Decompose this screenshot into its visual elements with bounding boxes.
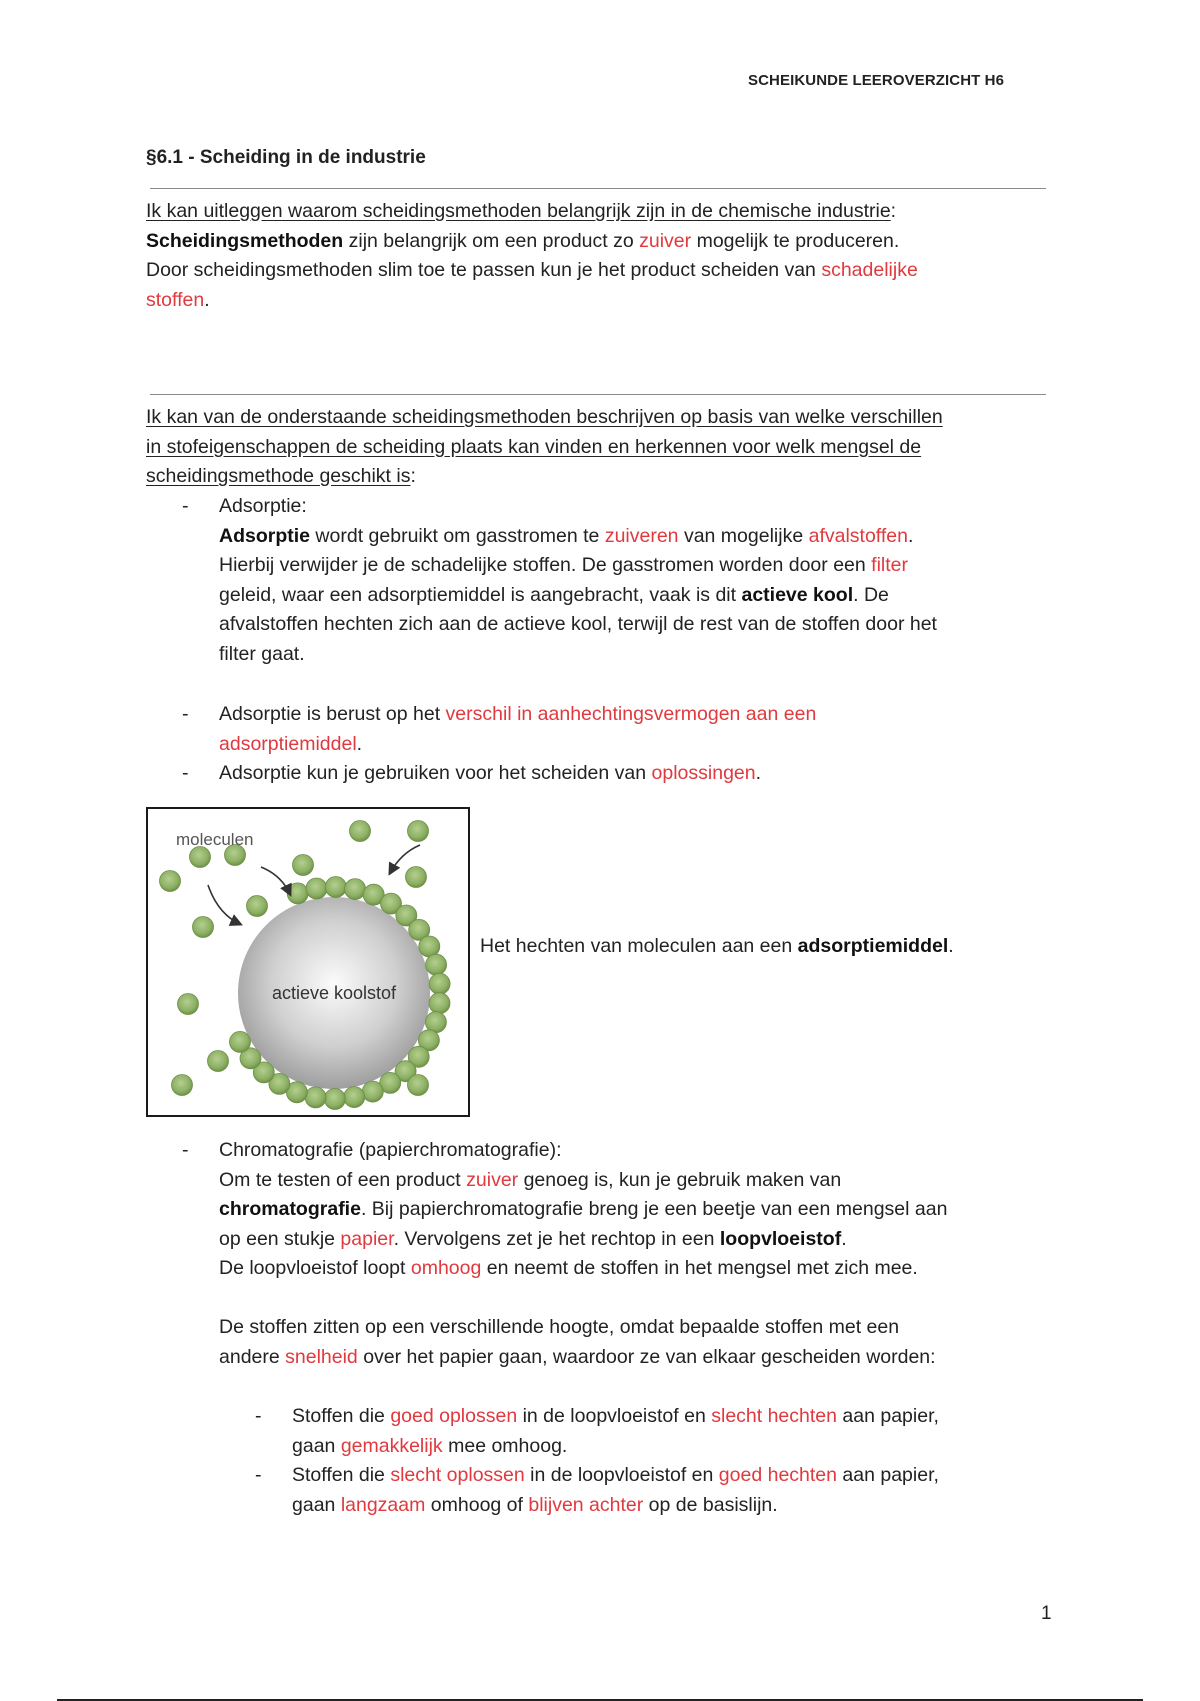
adsorptie-basis-item [219, 700, 1079, 759]
molecule-icon [160, 871, 181, 892]
carbon-label: actieve koolstof [271, 983, 397, 1003]
highlight: zuiver [639, 229, 692, 252]
goal-heading-line: in stofeigenschappen de scheiding plaats kan vinden en herkennen voor welk mengsel de [146, 435, 922, 458]
molecule-icon [429, 973, 450, 994]
document-header: SCHEIKUNDE LEEROVERZICHT H6 [748, 72, 1005, 89]
paragraph: stoffen. [146, 288, 210, 311]
molecule-icon [344, 1087, 365, 1108]
molecule-icon [306, 878, 327, 899]
text-line: Hierbij verwijder je de schadelijke stoffen. De gasstromen worden door een filter [219, 554, 908, 576]
adsorptie-item [219, 492, 1079, 669]
text-line: gaan langzaam omhoog of blijven achter op de basislijn. [292, 1493, 778, 1516]
text-line: Adsorptie kun je gebruiken voor het scheiden van oplossingen. [219, 762, 762, 784]
paragraph: Scheidingsmethoden zijn belangrijk om een product zo zuiver mogelijk te produceren. [146, 229, 900, 252]
highlight: schadelijke [821, 259, 918, 281]
text-line: filter gaat. [219, 642, 305, 665]
goal-heading: Ik kan uitleggen waarom scheidingsmethoden belangrijk zijn in de chemische industrie: [146, 200, 897, 222]
text-line: afvalstoffen hechten zich aan de actieve kool, terwijl de rest van de stoffen door het [219, 613, 937, 635]
molecule-icon [362, 1081, 383, 1102]
diagram-caption: Het hechten van moleculen aan een adsorptiemiddel. [480, 935, 954, 957]
molecule-icon [293, 855, 314, 876]
text-line: Adsorptie is berust op het verschil in aanhechtingsvermogen aan een [219, 703, 817, 725]
molecule-icon [406, 867, 427, 888]
molecule-icon [325, 877, 346, 898]
molecule-icon [324, 1089, 345, 1110]
adsorptie-use-item [219, 759, 1079, 789]
learning-goal-2 [146, 403, 1076, 492]
text-line: op een stukje papier. Vervolgens zet je het rechtop in een loopvloeistof. [219, 1227, 847, 1250]
molecule-icon [305, 1087, 326, 1108]
bullet: - [182, 495, 189, 517]
molecule-icon [408, 1075, 429, 1096]
molecule-icon [350, 821, 371, 842]
molecules-label: moleculen [176, 830, 254, 849]
molecule-icon [208, 1051, 229, 1072]
bullet: - [255, 1464, 262, 1486]
page-number: 1 [1041, 1603, 1052, 1624]
bold-term: Scheidingsmethoden [146, 229, 344, 252]
arrow-icon [208, 885, 240, 924]
learning-goal-1 [146, 197, 1076, 315]
molecule-icon [408, 821, 429, 842]
adsorption-diagram [146, 807, 470, 1117]
text-line: Adsorptie wordt gebruikt om gasstromen te zuiveren van mogelijke afvalstoffen. [219, 524, 914, 547]
molecule-icon [193, 917, 214, 938]
text-line: Stoffen die slecht oplossen in de loopvloeistof en goed hechten aan papier, [292, 1464, 939, 1486]
molecule-icon [247, 896, 268, 917]
sub-item-good-solubility [292, 1402, 1092, 1461]
text-line: andere snelheid over het papier gaan, waardoor ze van elkaar gescheiden worden: [219, 1345, 936, 1368]
chromatografie-item [219, 1136, 1089, 1372]
text-line: Stoffen die goed oplossen in de loopvloeistof en slecht hechten aan papier, [292, 1405, 939, 1427]
arrow-icon [261, 867, 290, 894]
section-title: §6.1 - Scheiding in de industrie [146, 147, 426, 168]
divider [150, 188, 1046, 189]
text-line: gaan gemakkelijk mee omhoog. [292, 1434, 568, 1457]
adsorption-illustration [148, 809, 468, 1115]
text-line: adsorptiemiddel. [219, 732, 363, 755]
item-label: Chromatografie (papierchromatografie): [219, 1139, 562, 1161]
molecule-icon [190, 847, 211, 868]
molecule-icon [172, 1075, 193, 1096]
bullet: - [182, 762, 189, 784]
bullet: - [182, 703, 189, 725]
molecule-icon [429, 993, 450, 1014]
bullet: - [255, 1405, 262, 1427]
text-line: De stoffen zitten op een verschillende hoogte, omdat bepaalde stoffen met een [219, 1316, 900, 1338]
spacer [219, 1284, 1089, 1314]
divider [150, 394, 1046, 395]
paragraph: Door scheidingsmethoden slim toe te passen kun je het product scheiden van schadelijke [146, 259, 918, 281]
text-line: De loopvloeistof loopt omhoog en neemt de stoffen in het mengsel met zich mee. [219, 1257, 918, 1279]
molecule-icon [345, 879, 366, 900]
goal-heading-line: scheidingsmethode geschikt is: [146, 465, 416, 487]
molecule-icon [230, 1031, 251, 1052]
highlight: stoffen [146, 288, 205, 311]
text-line: chromatografie. Bij papierchromatografie breng je een beetje van een mengsel aan [219, 1198, 948, 1220]
item-label: Adsorptie: [219, 495, 307, 517]
goal-heading-line: Ik kan van de onderstaande scheidingsmethoden beschrijven op basis van welke verschillen [146, 406, 943, 428]
sub-item-poor-solubility [292, 1461, 1092, 1520]
text-line: geleid, waar een adsorptiemiddel is aangebracht, vaak is dit actieve kool. De [219, 583, 889, 606]
molecule-icon [426, 954, 447, 975]
molecule-icon [178, 994, 199, 1015]
bullet: - [182, 1139, 189, 1161]
text-line: Om te testen of een product zuiver genoeg is, kun je gebruik maken van [219, 1168, 842, 1191]
